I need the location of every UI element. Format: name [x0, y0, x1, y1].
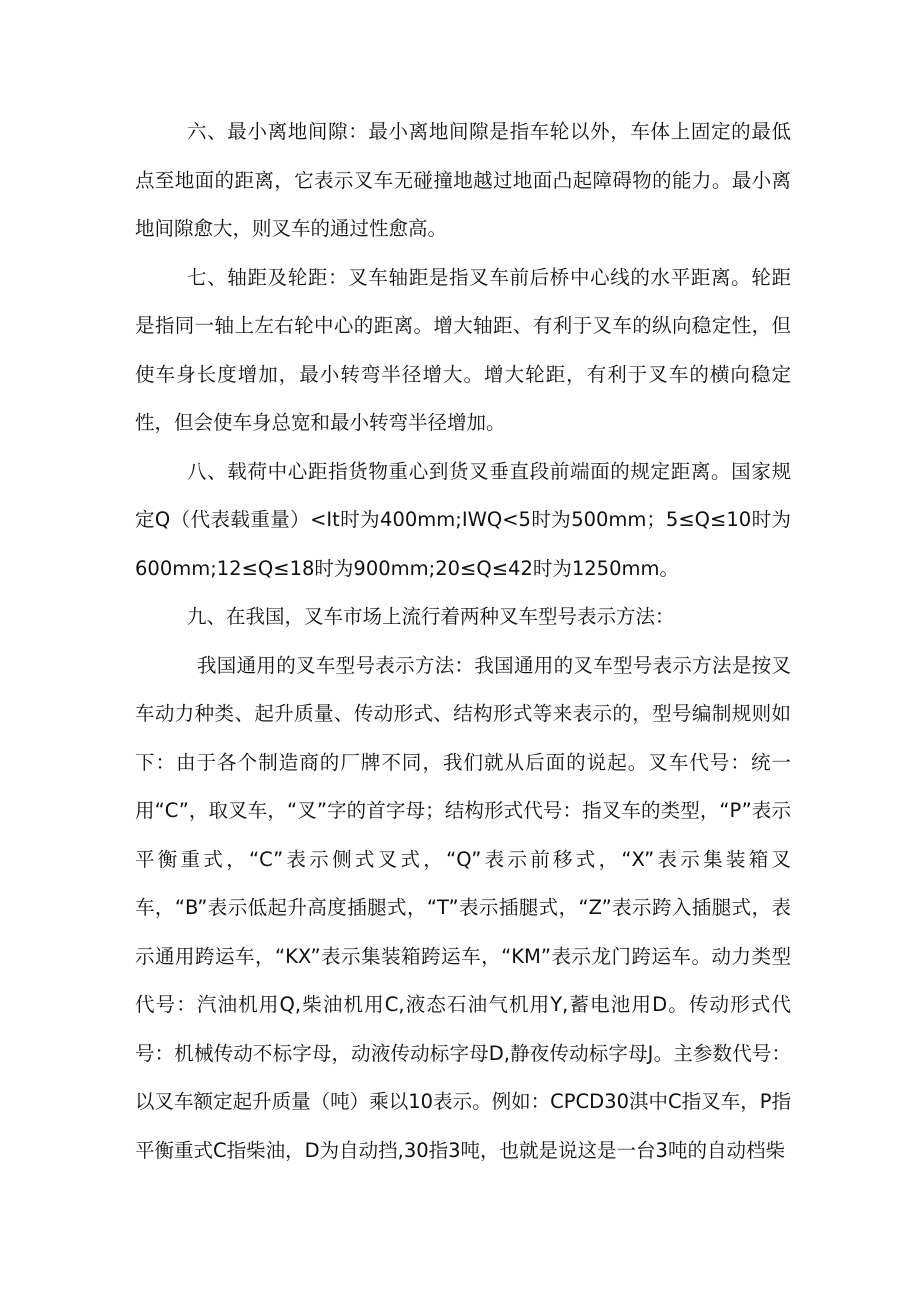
- paragraph-model-notation-intro: 九、在我国，叉车市场上流行着两种叉车型号表示方法：: [187, 605, 675, 628]
- document-body: [135, 108, 791, 1175]
- paragraph-model-notation-detail: 我国通用的叉车型号表示方法：我国通用的叉车型号表示方法是按叉车动力种类、起升质量、传动形式、结构形式等来表示的，型号编制规则如下：由于各个制造商的厂牌不同，我们就从后面的说起。叉车代号：统一用“C”，取叉车，“叉”字的首字母；结构形式代号：指叉车的类型，“P”表示平衡重式，“C”表示侧式叉式，“Q”表示前移式，“X”表示集装箱叉车，“B”表示低起升高度插腿式，“T”表示插腿式，“Z”表示跨入插腿式，表示通用跨运车，“KX”表示集装箱跨运车，“KM”表示龙门跨运车。动力类型代号：汽油机用Q,柴油机用C,液态石油气机用Y,蓄电池用D。传动形式代号：机械传动不标字母，动液传动标字母D,静夜传动标字母J。主参数代号：以叉车额定起升质量（吨）乘以10表示。例如：CPCD30淇中C指叉车，P指平衡重式C指柴油，D为自动挡,30指3吨，也就是说这是一台3吨的自动档柴: [135, 653, 791, 1162]
- paragraph-load-center: 八、载荷中心距指货物重心到货叉垂直段前端面的规定距离。国家规定Q（代表载重量）<It时为400mm;IWQ<5时为500mm；5≤Q≤10时为600mm;12≤Q≤18时为900mm;20≤Q≤42时为1250mm。: [135, 459, 791, 580]
- paragraph-wheelbase-track: 七、轴距及轮距：叉车轴距是指叉车前后桥中心线的水平距离。轮距是指同一轴上左右轮中心的距离。增大轴距、有利于叉车的纵向稳定性，但使车身长度增加，最小转弯半径增大。增大轮距，有利于叉车的横向稳定性，但会使车身总宽和最小转弯半径增加。: [135, 265, 791, 434]
- paragraph-min-ground-clearance: 六、最小离地间隙：最小离地间隙是指车轮以外，车体上固定的最低点至地面的距离，它表示叉车无碰撞地越过地面凸起障碍物的能力。最小离地间隙愈大，则叉车的通过性愈高。: [135, 120, 791, 240]
